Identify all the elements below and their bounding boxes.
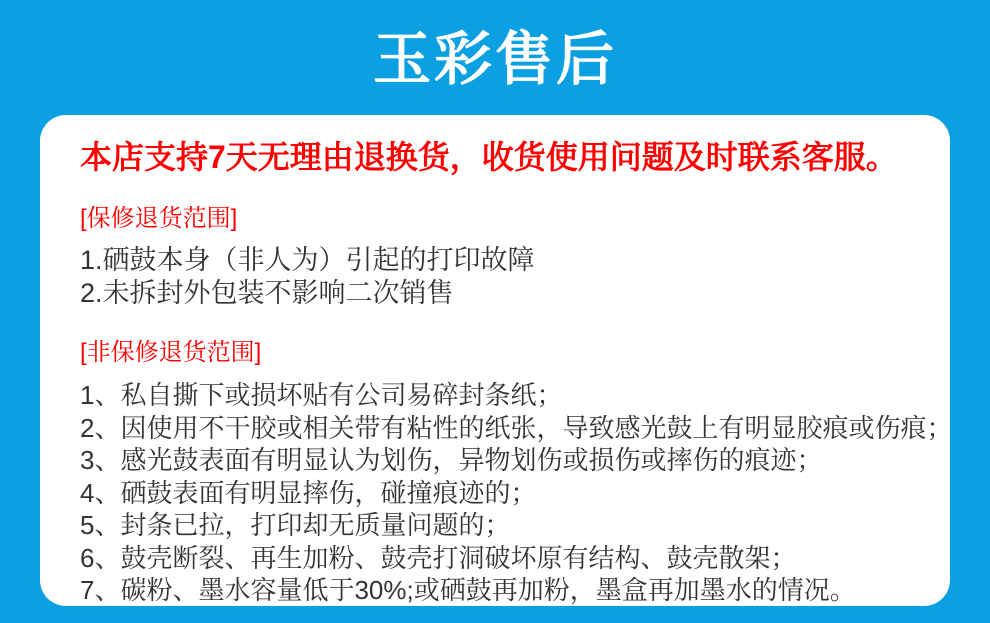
return-policy-headline: 本店支持7天无理由退换货，收货使用问题及时联系客服。	[80, 139, 898, 175]
page-header	[0, 0, 990, 115]
after-sales-card	[40, 115, 953, 606]
non-warranty-item: 1、私自撕下或损坏贴有公司易碎封条纸；	[80, 380, 563, 410]
page-title: 玉彩售后	[372, 26, 617, 92]
non-warranty-item: 2、因使用不干胶或相关带有粘性的纸张，导致感光鼓上有明显胶痕或伤痕；	[80, 412, 953, 443]
non-warranty-section-title: [非保修退货范围]	[80, 339, 262, 366]
warranty-item: 2.未拆封外包装不影响二次销售	[80, 278, 454, 308]
non-warranty-item: 7、碳粉、墨水容量低于30%;或硒鼓再加粉，墨盒再加墨水的情况。	[80, 575, 856, 605]
non-warranty-items-list	[80, 379, 953, 607]
non-warranty-item: 5、封条已拉，打印却无质量问题的；	[80, 510, 511, 540]
non-warranty-item: 6、鼓壳断裂、再生加粉、鼓壳打洞破坏原有结构、鼓壳散架；	[80, 542, 797, 573]
warranty-items-list	[80, 244, 910, 310]
non-warranty-item: 4、硒鼓表面有明显摔伤，碰撞痕迹的；	[80, 477, 537, 508]
non-warranty-item: 3、感光鼓表面有明显认为划伤，异物划伤或损伤或摔伤的痕迹；	[80, 445, 823, 475]
warranty-section-title: [保修退货范围]	[80, 205, 238, 232]
warranty-item: 1.硒鼓本身（非人为）引起的打印故障	[80, 245, 535, 275]
